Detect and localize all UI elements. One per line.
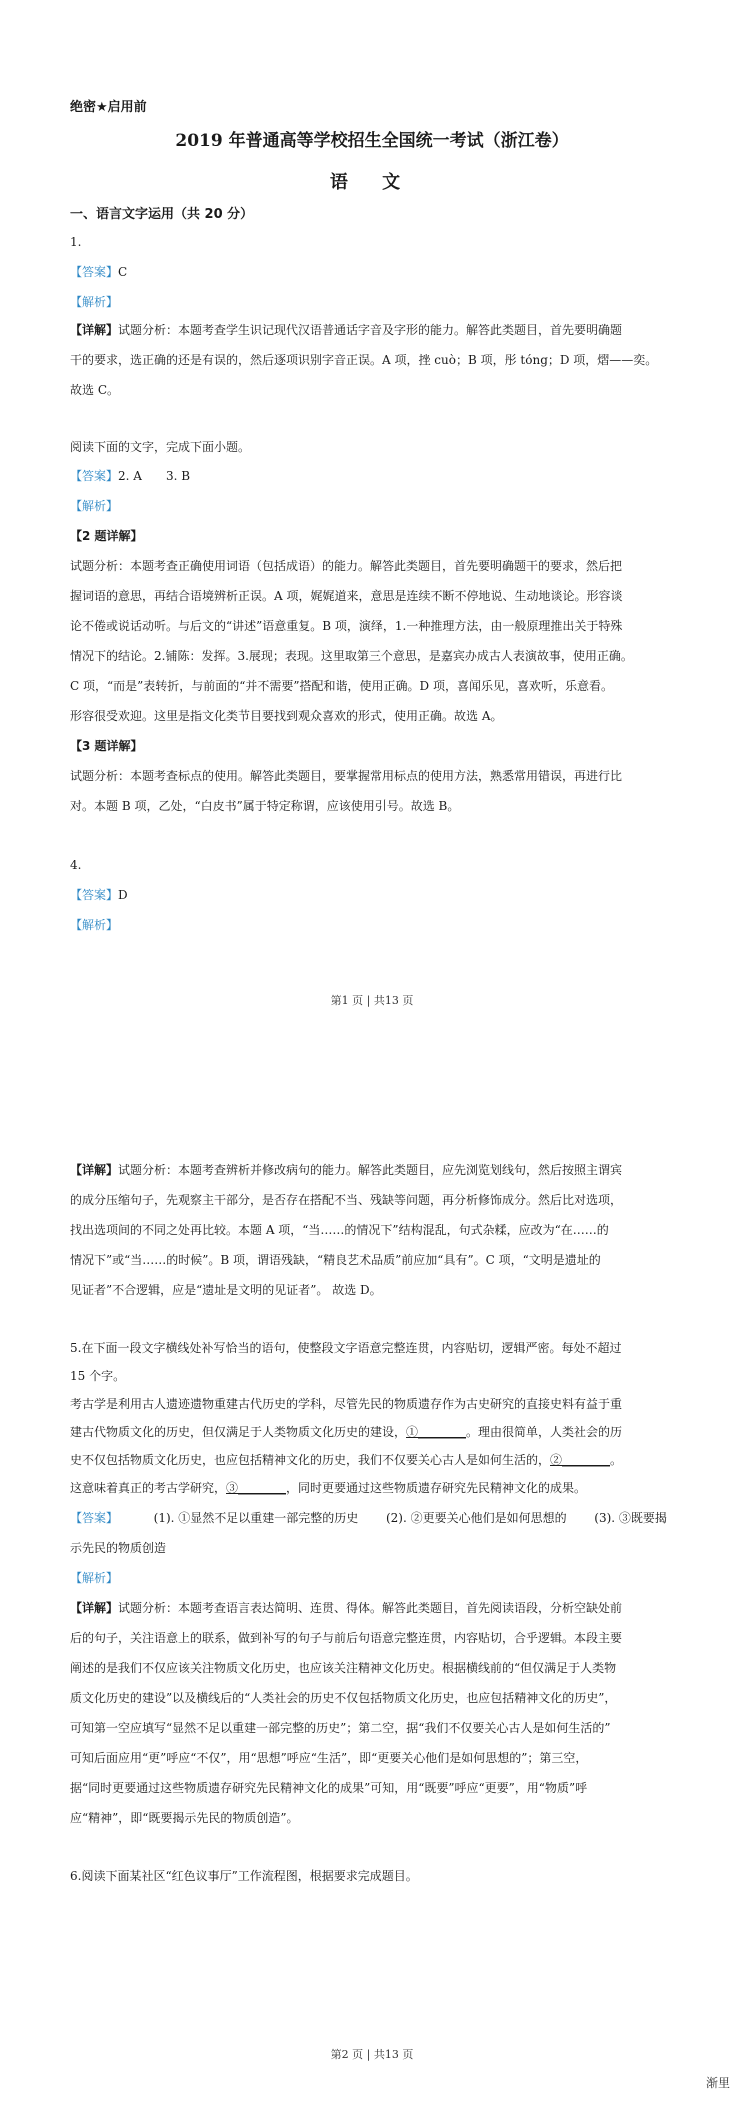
q5-passage-line <box>70 1450 678 1470</box>
q5-passage-line <box>70 1478 678 1498</box>
passage-text: 。理由很简单，人类社会的历 <box>466 1425 623 1439</box>
q5-detail-line: 可知第一空应填写“显然不足以重建一部完整的历史”；第二空，据“我们不仅要关心古人是如何生活的” <box>70 1721 611 1735</box>
q3-detail-line: 对。本题 B 项，乙处，“白皮书”属于特定称谓，应该使用引号。故选 B。 <box>70 799 460 813</box>
q3-detail-tag: 【3 题详解】 <box>70 739 143 753</box>
passage-text: 建古代物质文化的历史，但仅满足于人类物质文化历史的建设， <box>70 1425 407 1439</box>
q2-detail-line: 试题分析：本题考查正确使用词语（包括成语）的能力。解答此类题目，首先要明确题干的要求，然后把 <box>70 559 623 573</box>
q1-answer <box>70 262 678 282</box>
q5-passage-line <box>70 1422 678 1442</box>
answer-3: (3). ③既要揭 <box>594 1511 667 1525</box>
q1-detail-line <box>70 320 678 340</box>
q6-prompt: 6.阅读下面某社区“红色议事厅”工作流程图，根据要求完成题目。 <box>70 1869 418 1883</box>
page-footer: 第2 页 | 共13 页 <box>330 2048 414 2061</box>
q2-detail-line: 握词语的意思，再结合语境辨析正误。A 项，娓娓道来，意思是连续不断不停地说、生动地谈论。形容谈 <box>70 589 623 603</box>
q5-detail-line <box>70 1598 678 1618</box>
answer-value: 2. A 3. B <box>118 469 191 483</box>
q5-detail-line: 阐述的是我们不仅应该关注物质文化历史，也应该关注精神文化历史。根据横线前的“但仅满足于人类物 <box>70 1661 617 1675</box>
detail-tag: 【详解】 <box>70 1601 119 1615</box>
answer-tag: 【答案】 <box>70 1511 119 1525</box>
q4-analysis-tag: 【解析】 <box>70 918 119 932</box>
answer-2: (2). ②更要关心他们是如何思想的 <box>385 1511 567 1525</box>
corner-watermark: 渐里 <box>705 2076 730 2090</box>
detail-tag: 【详解】 <box>70 1163 119 1177</box>
q4-detail-line: 情况下”或“当……的时候”。B 项，谓语残缺，“精良艺术品质”前应加“具有”。C 项，“文明是遗址的 <box>70 1253 601 1267</box>
page-footer: 第1 页 | 共13 页 <box>330 994 414 1007</box>
section-title: 一、语言文字运用（共 20 分） <box>70 207 254 222</box>
q5-detail-line: 据“同时更要通过这些物质遗存研究先民精神文化的成果”可知，用“既要”呼应“更要”，用“物质”呼 <box>70 1781 588 1795</box>
q23-intro: 阅读下面的文字，完成下面小题。 <box>70 440 251 454</box>
q4-answer <box>70 885 678 905</box>
exam-title: 2019 年普通高等学校招生全国统一考试（浙江卷） <box>175 131 569 151</box>
q2-detail-tag: 【2 题详解】 <box>70 529 143 543</box>
q1-detail-line: 干的要求，选正确的还是有误的，然后逐项识别字音正误。A 项，挫 cuò；B 项，彤 tóng；D 项，熠——奕。 <box>70 353 658 367</box>
detail-text: 试题分析：本题考查语言表达简明、连贯、得体。解答此类题目，首先阅读语段，分析空缺处前 <box>118 1601 623 1615</box>
q4-number: 4. <box>70 858 82 872</box>
q5-analysis-tag: 【解析】 <box>70 1571 119 1585</box>
passage-text: 。 <box>610 1453 623 1467</box>
q5-prompt-line: 15 个字。 <box>70 1369 126 1383</box>
q4-detail-line: 的成分压缩句子，先观察主干部分，是否存在搭配不当、残缺等问题，再分析修饰成分。然后比对选项， <box>70 1193 623 1207</box>
answer-tag: 【答案】 <box>70 469 119 483</box>
q23-analysis-tag: 【解析】 <box>70 499 119 513</box>
passage-text: ，同时更要通过这些物质遗存研究先民精神文化的成果。 <box>286 1481 587 1495</box>
detail-text: 试题分析：本题考查辨析并修改病句的能力。解答此类题目，应先浏览划线句，然后按照主谓宾 <box>118 1163 623 1177</box>
answer-1: (1). ①显然不足以重建一部完整的历史 <box>153 1511 359 1525</box>
answer-value: C <box>118 265 128 279</box>
detail-text: 试题分析：本题考查学生识记现代汉语普通话字音及字形的能力。解答此类题目，首先要明确题 <box>118 323 623 337</box>
passage-text: 这意味着真正的考古学研究， <box>70 1481 227 1495</box>
q5-answer <box>70 1508 678 1528</box>
q4-detail-line: 见证者”不合逻辑，应是“遗址是文明的见证者”。 故选 D。 <box>70 1283 382 1297</box>
answer-tag: 【答案】 <box>70 265 119 279</box>
q5-detail-line: 应“精神”，即“既要揭示先民的物质创造”。 <box>70 1811 299 1825</box>
q4-detail-line: 找出选项间的不同之处再比较。本题 A 项，“当……的情况下”结构混乱，句式杂糅，应改为“在……的 <box>70 1223 609 1237</box>
q2-detail-line: C 项，“而是”表转折，与前面的“并不需要”搭配和谐，使用正确。D 项，喜闻乐见，喜欢听，乐意看。 <box>70 679 613 693</box>
q2-detail-line: 情况下的结论。2.铺陈：发挥。3.展现；表现。这里取第三个意思，是嘉宾办成古人表演故事，使用正确。 <box>70 649 633 663</box>
blank-3: ③________ <box>226 1481 287 1495</box>
q5-prompt-line: 5.在下面一段文字横线处补写恰当的语句，使整段文字语意完整连贯，内容贴切，逻辑严密。每处不超过 <box>70 1341 622 1355</box>
q5-detail-line: 可知后面应用“更”呼应“不仅”，用“思想”呼应“生活”，即“更要关心他们是如何思想的”；第三空， <box>70 1751 588 1765</box>
subject-title: 语 文 <box>329 172 415 193</box>
passage-text: 史不仅包括物质文化历史，也应包括精神文化的历史，我们不仅要关心古人是如何生活的， <box>70 1453 551 1467</box>
q1-detail-line: 故选 C。 <box>70 383 119 397</box>
q5-detail-line: 质文化历史的建设”以及横线后的“人类社会的历史不仅包括物质文化历史，也应包括精神文化的历史”， <box>70 1691 617 1705</box>
q2-detail-line: 论不倦或说话动听。与后文的“讲述”语意重复。B 项，演绎，1.一种推理方法，由一般原理推出关于特殊 <box>70 619 623 633</box>
answer-value: D <box>118 888 128 902</box>
q3-detail-line: 试题分析：本题考查标点的使用。解答此类题目，要掌握常用标点的使用方法，熟悉常用错误，再进行比 <box>70 769 623 783</box>
q4-detail-line <box>70 1160 678 1180</box>
answer-tag: 【答案】 <box>70 888 119 902</box>
q2-detail-line: 形容很受欢迎。这里是指文化类节目要找到观众喜欢的形式，使用正确。故选 A。 <box>70 709 503 723</box>
q1-number: 1. <box>70 235 82 249</box>
q5-passage-line: 考古学是利用古人遗迹遗物重建古代历史的学科，尽管先民的物质遗存作为古史研究的直接史料有益于重 <box>70 1397 623 1411</box>
q1-analysis-tag: 【解析】 <box>70 295 119 309</box>
blank-1: ①________ <box>406 1425 467 1439</box>
blank-2: ②________ <box>550 1453 611 1467</box>
q23-answer <box>70 466 678 486</box>
secret-label: 绝密★启用前 <box>70 100 147 115</box>
q5-answer-cont: 示先民的物质创造 <box>70 1541 167 1555</box>
q5-detail-line: 后的句子，关注语意上的联系，做到补写的句子与前后句语意完整连贯，内容贴切，合乎逻辑。本段主要 <box>70 1631 623 1645</box>
detail-tag: 【详解】 <box>70 323 119 337</box>
page-2 <box>0 1060 744 2104</box>
